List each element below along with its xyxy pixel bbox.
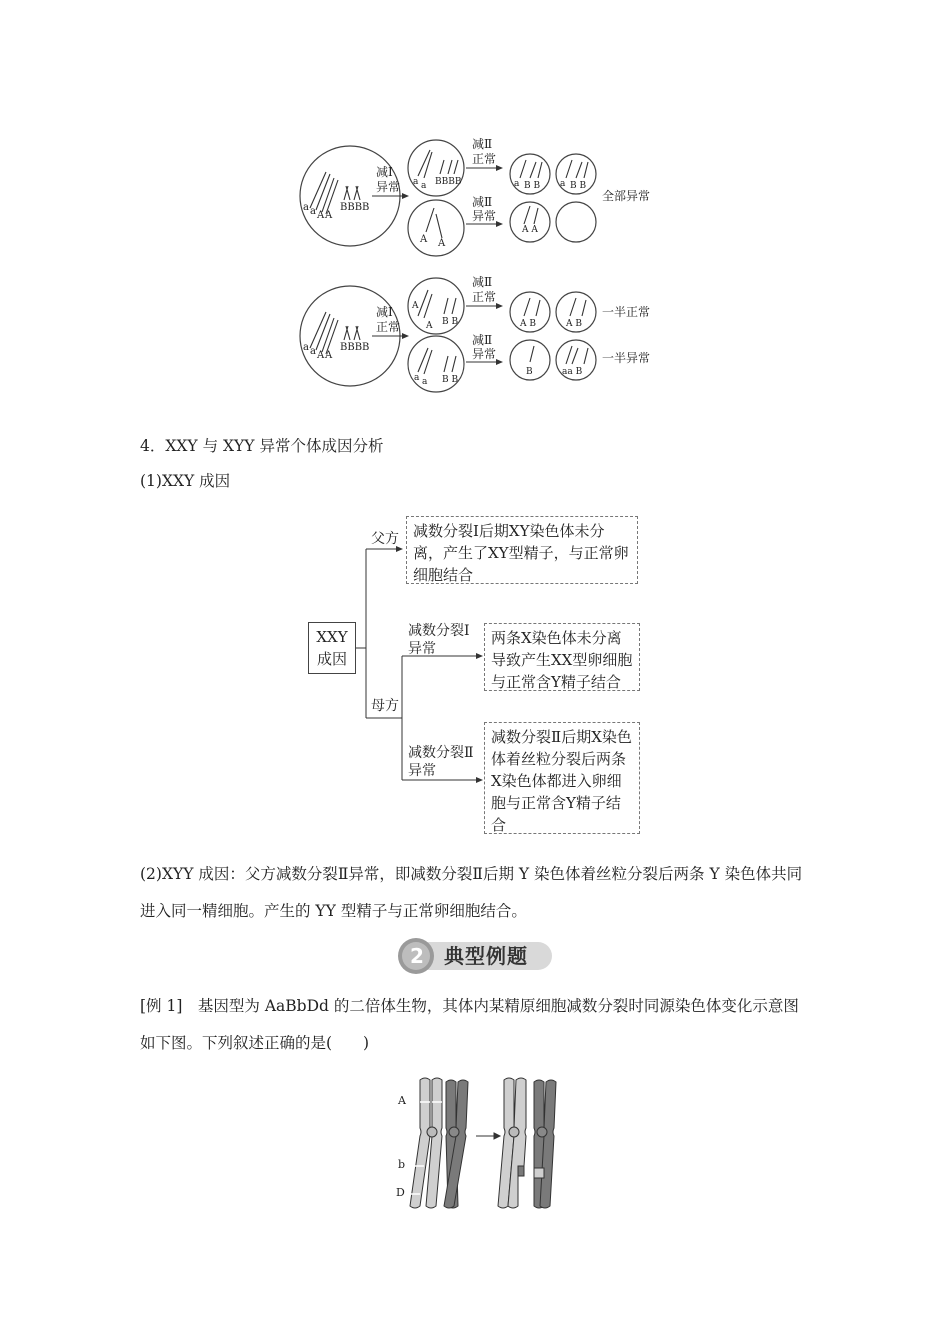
cell-label: a xyxy=(310,206,316,217)
svg-text:A B: A B xyxy=(566,319,582,329)
cell-mi-2 xyxy=(408,200,464,256)
arrow-label: 异常 xyxy=(472,209,497,223)
svg-text:a: a xyxy=(560,179,566,189)
svg-text:B B: B B xyxy=(442,375,459,385)
svg-text:B: B xyxy=(526,367,533,377)
xyy-cause-paragraph: (2)XYY 成因：父方减数分裂Ⅱ异常，即减数分裂Ⅱ后期 Y 染色体着丝粒分裂后两条 Y 染色体共同进入同一精细胞。产生的 YY 型精子与正常卵细胞结合。 xyxy=(140,865,803,920)
mother-mi-label: 减数分裂Ⅰ xyxy=(408,623,470,639)
svg-text:A: A xyxy=(438,238,446,249)
svg-text:aa B: aa B xyxy=(562,367,583,377)
svg-text:A: A xyxy=(325,350,333,361)
svg-text:BBBB: BBBB xyxy=(435,177,462,187)
svg-text:a: a xyxy=(310,346,316,357)
svg-text:A B: A B xyxy=(520,319,536,329)
mother-mii-label: 减数分裂Ⅱ xyxy=(408,745,474,761)
chromosome-figure-svg xyxy=(390,1072,570,1212)
gamete-cell xyxy=(510,202,550,242)
svg-text:a: a xyxy=(514,179,520,189)
svg-text:BBBB: BBBB xyxy=(340,342,370,353)
arrow-label: 异常 xyxy=(472,347,497,361)
mother-mi-cause-box: 两条X染色体未分离导致产生XX型卵细胞与正常含Y精子结合 xyxy=(484,623,640,691)
svg-text:A: A xyxy=(317,350,325,361)
meiosis-diagram-svg xyxy=(290,128,670,398)
father-label: 父方 xyxy=(371,531,399,547)
arrow-label: 减Ⅱ xyxy=(472,137,493,151)
arrow-label: 减Ⅱ xyxy=(472,333,493,347)
tree-root-box: XXY 成因 xyxy=(308,622,356,674)
result-label: 一半正常 xyxy=(602,305,651,319)
svg-text:a: a xyxy=(414,373,420,383)
mother-mii-label-2: 异常 xyxy=(408,763,436,779)
mother-mi-label-2: 异常 xyxy=(408,641,436,657)
mother-mii-cause-box: 减数分裂Ⅱ后期X染色体着丝粒分裂后两条X染色体都进入卵细胞与正常含Y精子结合 xyxy=(484,722,640,834)
svg-text:A: A xyxy=(412,301,419,311)
result-label: 全部异常 xyxy=(602,189,651,203)
meiosis-diagram xyxy=(290,128,670,398)
subsection-heading: (1)XXY 成因 xyxy=(140,472,231,490)
example-text: 基因型为 AaBbDd 的二倍体生物，其体内某精原细胞减数分裂时同源染色体变化示意图如下图。下列叙述正确的是( ) xyxy=(140,997,799,1052)
svg-text:a: a xyxy=(422,377,428,387)
svg-text:a: a xyxy=(303,342,309,353)
svg-text:A A: A A xyxy=(522,225,538,235)
cell-label: A xyxy=(317,210,325,221)
svg-text:B B: B B xyxy=(442,317,459,327)
chromosome-figure xyxy=(390,1072,570,1212)
arrow-label: 正常 xyxy=(376,320,401,334)
gene-label-a: A xyxy=(398,1094,406,1107)
arrow-label: 减Ⅰ xyxy=(376,305,393,319)
result-label: 一半异常 xyxy=(602,351,651,365)
arrow-label: 异常 xyxy=(376,180,401,194)
svg-text:a: a xyxy=(421,181,427,191)
svg-text:B B: B B xyxy=(570,181,587,191)
cell-label: A xyxy=(325,210,333,221)
mother-label: 母方 xyxy=(371,698,399,714)
arrow-label: 正常 xyxy=(472,290,497,304)
gamete-cell-empty xyxy=(556,202,596,242)
row1 xyxy=(300,136,650,256)
gene-label-d: D xyxy=(396,1186,405,1199)
svg-text:a: a xyxy=(413,177,419,187)
section-badge xyxy=(396,936,556,976)
arrow-label: 减Ⅰ xyxy=(376,165,393,179)
father-cause-box: 减数分裂Ⅰ后期XY染色体未分离，产生了XY型精子，与正常卵细胞结合 xyxy=(406,516,638,584)
svg-text:A: A xyxy=(426,321,433,331)
arrow-label: 减Ⅱ xyxy=(472,275,493,289)
example-tag: [例 1] xyxy=(140,997,183,1015)
badge-title: 典型例题 xyxy=(444,944,528,968)
example-1-question xyxy=(140,988,812,1062)
cell-label: a xyxy=(303,202,309,213)
arrow-label: 减Ⅱ xyxy=(472,195,493,209)
cell-label: BBBB xyxy=(340,202,370,213)
badge-number: 2 xyxy=(410,944,424,968)
section-heading: 4．XXY 与 XYY 异常个体成因分析 xyxy=(140,437,384,455)
arrow-label: 正常 xyxy=(472,152,497,166)
gene-label-b: b xyxy=(398,1158,406,1171)
svg-text:A: A xyxy=(420,234,428,245)
svg-text:B B: B B xyxy=(524,181,541,191)
row2 xyxy=(300,274,650,392)
